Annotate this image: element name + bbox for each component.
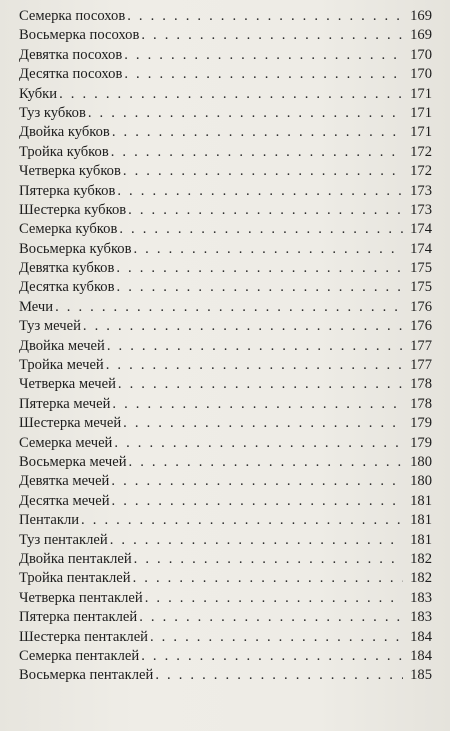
toc-entry bbox=[19, 317, 432, 336]
toc-entry-title: Тройка мечей bbox=[19, 357, 104, 374]
toc-entry-page: 172 bbox=[410, 143, 432, 160]
dot-leader bbox=[141, 647, 403, 666]
toc-entry bbox=[19, 104, 432, 123]
toc-entry bbox=[19, 434, 432, 453]
toc-entry bbox=[19, 647, 432, 666]
toc-entry-page: 184 bbox=[410, 628, 432, 645]
toc-entry-title: Четверка пентаклей bbox=[19, 589, 143, 606]
toc-entry bbox=[19, 162, 432, 181]
toc-entry bbox=[19, 182, 432, 201]
toc-entry-page: 180 bbox=[410, 473, 432, 490]
dot-leader bbox=[145, 589, 403, 608]
toc-entry-title: Мечи bbox=[19, 298, 54, 315]
toc-entry-page: 182 bbox=[410, 550, 432, 567]
toc-entry-page: 177 bbox=[410, 357, 432, 374]
dot-leader bbox=[59, 85, 403, 104]
toc-entry bbox=[19, 569, 432, 588]
toc-entry-page: 181 bbox=[410, 531, 432, 548]
toc-entry-title: Пятерка пентаклей bbox=[19, 609, 138, 626]
toc-entry bbox=[19, 414, 432, 433]
toc-entry-title: Четверка кубков bbox=[19, 163, 121, 180]
toc-entry-title: Восьмерка пентаклей bbox=[19, 667, 154, 684]
toc-entry-title: Туз кубков bbox=[19, 104, 86, 121]
dot-leader bbox=[107, 337, 403, 356]
toc-entry-title: Тройка кубков bbox=[19, 143, 109, 160]
toc-entry bbox=[19, 608, 432, 627]
toc-entry-page: 169 bbox=[410, 27, 432, 44]
toc-entry-title: Шестерка кубков bbox=[19, 201, 127, 218]
toc-entry-page: 181 bbox=[410, 512, 432, 529]
toc-entry-title: Десятка мечей bbox=[19, 492, 110, 509]
toc-entry bbox=[19, 550, 432, 569]
dot-leader bbox=[139, 608, 403, 627]
toc-entry-page: 179 bbox=[410, 434, 432, 451]
dot-leader bbox=[106, 356, 403, 375]
dot-leader bbox=[134, 550, 403, 569]
dot-leader bbox=[88, 104, 403, 123]
toc-entry bbox=[19, 123, 432, 142]
toc-entry-page: 174 bbox=[410, 240, 432, 257]
toc-entry-title: Десятка посохов bbox=[19, 66, 123, 83]
dot-leader bbox=[55, 298, 403, 317]
dot-leader bbox=[124, 65, 403, 84]
toc-entry bbox=[19, 298, 432, 317]
toc-entry-title: Девятка мечей bbox=[19, 473, 110, 490]
toc-entry-page: 176 bbox=[410, 298, 432, 315]
toc-entry-title: Туз пентаклей bbox=[19, 531, 108, 548]
toc-entry bbox=[19, 278, 432, 297]
toc-entry-title: Семерка пентаклей bbox=[19, 647, 140, 664]
toc-entry-page: 185 bbox=[410, 667, 432, 684]
dot-leader bbox=[114, 434, 403, 453]
toc-entry-title: Тройка пентаклей bbox=[19, 570, 131, 587]
toc-entry-page: 178 bbox=[410, 395, 432, 412]
toc-entry-page: 176 bbox=[410, 318, 432, 335]
toc-entry-page: 173 bbox=[410, 201, 432, 218]
toc-entry bbox=[19, 46, 432, 65]
toc-entry bbox=[19, 220, 432, 239]
toc-entry bbox=[19, 472, 432, 491]
dot-leader bbox=[83, 317, 403, 336]
toc-entry-page: 175 bbox=[410, 260, 432, 277]
dot-leader bbox=[112, 395, 403, 414]
toc-entry-page: 173 bbox=[410, 182, 432, 199]
toc-entry-page: 174 bbox=[410, 221, 432, 238]
toc-entry-title: Двойка пентаклей bbox=[19, 550, 132, 567]
dot-leader bbox=[112, 492, 403, 511]
toc-entry bbox=[19, 395, 432, 414]
toc-entry-page: 175 bbox=[410, 279, 432, 296]
dot-leader bbox=[119, 220, 403, 239]
toc-entry-title: Семерка мечей bbox=[19, 434, 113, 451]
toc-entry-title: Девятка посохов bbox=[19, 46, 123, 63]
toc-entry bbox=[19, 259, 432, 278]
toc-entry-page: 183 bbox=[410, 609, 432, 626]
dot-leader bbox=[129, 453, 403, 472]
toc-entry bbox=[19, 85, 432, 104]
toc-entry bbox=[19, 375, 432, 394]
toc-entry bbox=[19, 240, 432, 259]
toc-entry-title: Восьмерка кубков bbox=[19, 240, 132, 257]
toc-entry-title: Шестерка мечей bbox=[19, 415, 122, 432]
toc-entry bbox=[19, 589, 432, 608]
toc-entry-title: Двойка мечей bbox=[19, 337, 105, 354]
table-of-contents bbox=[19, 7, 432, 686]
toc-entry-page: 171 bbox=[410, 124, 432, 141]
toc-entry-title: Восьмерка мечей bbox=[19, 453, 127, 470]
toc-entry-title: Пятерка мечей bbox=[19, 395, 111, 412]
toc-entry-title: Семерка кубков bbox=[19, 221, 118, 238]
dot-leader bbox=[116, 259, 403, 278]
toc-entry bbox=[19, 453, 432, 472]
toc-entry-title: Шестерка пентаклей bbox=[19, 628, 148, 645]
dot-leader bbox=[124, 46, 403, 65]
toc-entry bbox=[19, 201, 432, 220]
dot-leader bbox=[141, 26, 403, 45]
toc-entry-page: 170 bbox=[410, 66, 432, 83]
toc-entry bbox=[19, 337, 432, 356]
dot-leader bbox=[123, 162, 403, 181]
toc-entry bbox=[19, 531, 432, 550]
toc-entry-page: 182 bbox=[410, 570, 432, 587]
toc-entry bbox=[19, 7, 432, 26]
dot-leader bbox=[111, 143, 403, 162]
dot-leader bbox=[118, 375, 403, 394]
toc-entry bbox=[19, 666, 432, 685]
toc-entry-title: Восьмерка посохов bbox=[19, 27, 140, 44]
toc-entry-page: 181 bbox=[410, 492, 432, 509]
dot-leader bbox=[117, 182, 403, 201]
toc-entry-page: 184 bbox=[410, 647, 432, 664]
dot-leader bbox=[133, 240, 403, 259]
toc-entry-page: 172 bbox=[410, 163, 432, 180]
toc-entry bbox=[19, 356, 432, 375]
toc-entry-page: 183 bbox=[410, 589, 432, 606]
toc-entry-page: 177 bbox=[410, 337, 432, 354]
toc-entry bbox=[19, 143, 432, 162]
toc-entry bbox=[19, 65, 432, 84]
toc-entry bbox=[19, 26, 432, 45]
dot-leader bbox=[111, 472, 403, 491]
dot-leader bbox=[81, 511, 403, 530]
toc-entry-page: 180 bbox=[410, 453, 432, 470]
toc-entry-title: Семерка посохов bbox=[19, 8, 126, 24]
dot-leader bbox=[112, 123, 403, 142]
toc-entry-title: Двойка кубков bbox=[19, 124, 110, 141]
toc-entry-title: Пентакли bbox=[19, 512, 80, 529]
dot-leader bbox=[110, 531, 403, 550]
toc-entry-title: Пятерка кубков bbox=[19, 182, 116, 199]
dot-leader bbox=[127, 7, 403, 26]
dot-leader bbox=[133, 569, 403, 588]
toc-entry bbox=[19, 511, 432, 530]
toc-entry-title: Девятка кубков bbox=[19, 260, 115, 277]
toc-entry bbox=[19, 628, 432, 647]
toc-entry bbox=[19, 492, 432, 511]
dot-leader bbox=[123, 414, 403, 433]
toc-entry-page: 170 bbox=[410, 46, 432, 63]
dot-leader bbox=[150, 628, 403, 647]
toc-entry-title: Туз мечей bbox=[19, 318, 81, 335]
toc-entry-page: 171 bbox=[410, 104, 432, 121]
dot-leader bbox=[155, 666, 403, 685]
toc-entry-page: 171 bbox=[410, 85, 432, 102]
dot-leader bbox=[128, 201, 403, 220]
toc-entry-page: 169 bbox=[410, 8, 432, 24]
toc-entry-page: 179 bbox=[410, 415, 432, 432]
toc-entry-title: Четверка мечей bbox=[19, 376, 116, 393]
toc-entry-title: Десятка кубков bbox=[19, 279, 115, 296]
dot-leader bbox=[117, 278, 404, 297]
toc-entry-title: Кубки bbox=[19, 85, 58, 102]
toc-entry-page: 178 bbox=[410, 376, 432, 393]
